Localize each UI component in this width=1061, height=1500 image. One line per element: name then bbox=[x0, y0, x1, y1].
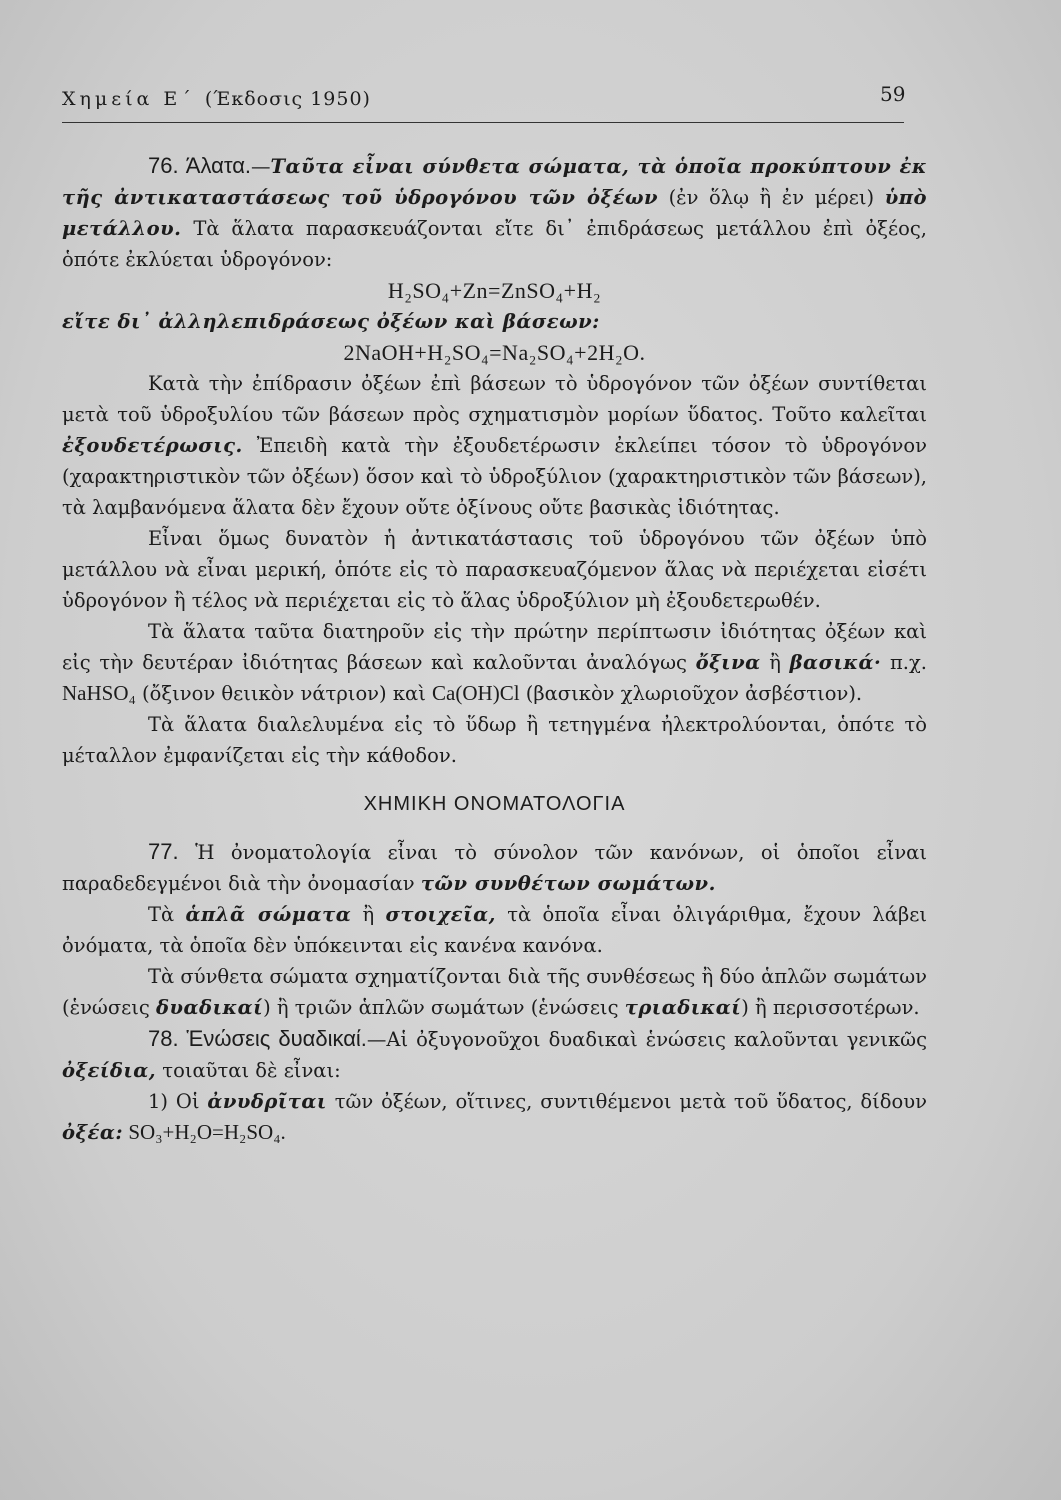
text-run: Αἱ ὀξυγονοῦχοι δυαδικαὶ ἑνώσεις καλοῦνται γενικῶς bbox=[386, 1028, 927, 1051]
electrolysis-paragraph: Τὰ ἅλατα διαλελυμένα εἰς τὸ ὕδωρ ἢ τετηγμένα ἠλεκτρολύονται, ὁπότε τὸ μέταλλον ἐμφανίζεται εἰς τὴν κάθοδον. bbox=[62, 713, 927, 767]
definition-italic: Ταῦτα εἶναι σύνθετα σώματα, τὰ ὁποῖα προκύπτουν ἐκ τῆς ἀντικαταστάσεως τοῦ ὑδρογόνου τῶν ὀξέων bbox=[62, 155, 927, 209]
text-run: Τὰ bbox=[148, 903, 186, 926]
compounds-paragraph bbox=[62, 961, 927, 1023]
text-run: ἢ bbox=[760, 651, 790, 674]
text-run: Ἡ ὀνοματολογία εἶναι τὸ σύνολον τῶν κανόνων, οἱ ὁποῖοι εἶναι παραδεδεγμένοι διὰ τὴν ὀνομασίαν bbox=[62, 841, 927, 895]
section-number: 77. bbox=[148, 839, 179, 864]
section-77-intro bbox=[62, 836, 927, 899]
definition-mid: (ἐν ὅλῳ ἢ ἐν μέρει) bbox=[658, 186, 885, 209]
definition-rest: Τὰ ἅλατα παρασκευάζονται εἴτε δι᾽ ἐπιδράσεως μετάλλου ἐπὶ ὀξέος, ὁπότε ἐκλύεται ὑδρογόνον: bbox=[62, 217, 927, 271]
formula-so3: SO₃+H₂O=H₂SO₄. bbox=[123, 1120, 286, 1144]
section-number: 78. bbox=[148, 1026, 179, 1051]
section-title: Άλατα. bbox=[185, 153, 252, 178]
anhydrides-paragraph bbox=[62, 1086, 927, 1148]
term-simple-bodies: ἁπλᾶ σώματα bbox=[185, 903, 352, 926]
text-run: τοιαῦται δὲ εἶναι: bbox=[156, 1059, 341, 1082]
term-anhydrides: ἀνυδρῖται bbox=[207, 1090, 327, 1113]
edition-note: (Έκδοσις 1950) bbox=[204, 88, 371, 110]
text-run: (ὄξινον θειικὸν νάτριον) καὶ bbox=[135, 682, 433, 705]
term-neutralization: ἐξουδετέρωσις. bbox=[62, 434, 243, 457]
text-run: Τὰ σύνθετα σώματα σχηματίζονται διὰ τῆς συνθέσεως ἢ δύο ἁπλῶν σωμάτων (ἑνώσεις bbox=[62, 965, 927, 1019]
dash: — bbox=[251, 155, 271, 178]
partial-substitution-paragraph: Εἶναι ὅμως δυνατὸν ἡ ἀντικατάστασις τοῦ ὑδρογόνου τῶν ὀξέων ὑπὸ μετάλλου νὰ εἶναι μερική, ὁπότε εἰς τὸ παρασκευαζόμενον ἅλας νὰ περιέχεται εἰσέτι ὑδρογόνον ἢ τέλος νὰ περιέχεται εἰς τὸ ἅλας ὑδροξύλιον μὴ ἐξουδετερωθέν. bbox=[62, 527, 927, 612]
either-italic: εἴτε δι᾽ ἀλληλεπιδράσεως ὀξέων καὶ βάσεων: bbox=[62, 310, 600, 333]
neutralization-paragraph bbox=[62, 368, 927, 523]
term-acids: ὀξέα: bbox=[62, 1121, 124, 1144]
term-elements: στοιχεῖα, bbox=[385, 903, 496, 926]
running-header bbox=[62, 88, 901, 110]
section-78-intro bbox=[62, 1023, 927, 1086]
text-run: Ἐπειδὴ κατὰ τὴν ἐξουδετέρωσιν ἐκλείπει τόσον τὸ ὑδρογόνον (χαρακτηριστικὸν τῶν ὀξέων) ὅσον καὶ τὸ ὑδροξύλιον (χαρακτηριστικὸν τῶν βάσεων), τὰ λαμβανόμενα ἅλατα δὲν ἔχουν οὔτε ὀξίνους οὔτε βασικὰς ἰδιότητας. bbox=[62, 434, 927, 519]
term-oxides: ὀξείδια, bbox=[62, 1059, 157, 1082]
text-run: ἢ bbox=[351, 903, 386, 926]
text-run: 1) Οἱ bbox=[148, 1090, 208, 1113]
term-binary: δυαδικαί bbox=[156, 996, 264, 1019]
term-basic: βασικά· bbox=[789, 651, 882, 674]
text-run: (βασικὸν χλωριοῦχον ἀσβέστιον). bbox=[519, 682, 863, 705]
formula-caohcl: Ca(OH)Cl bbox=[432, 681, 520, 705]
text-run: ) ἢ τριῶν ἁπλῶν σωμάτων (ἑνώσεις bbox=[263, 996, 625, 1019]
formula-2: 2NaOH+H₂SO₄=Na₂SO₄+2H₂O. bbox=[343, 340, 646, 365]
page-number: 59 bbox=[880, 82, 906, 106]
either-line bbox=[62, 306, 927, 337]
section-76-intro bbox=[62, 150, 927, 275]
text-run: ) ἢ περισσοτέρων. bbox=[741, 996, 920, 1019]
header-rule bbox=[62, 122, 904, 123]
acid-basic-salts-paragraph bbox=[62, 616, 927, 709]
chapter-heading: ΧΗΜΙΚΗ ΟΝΟΜΑΤΟΛΟΓΙΑ bbox=[363, 793, 626, 815]
text-run: π.χ. bbox=[881, 651, 927, 674]
text-run: Κατὰ τὴν ἐπίδρασιν ὀξέων ἐπὶ βάσεων τὸ ὑδρογόνον τῶν ὀξέων συντίθεται μετὰ τοῦ ὑδροξυλίου τῶν βάσεων πρὸς σχηματισμὸν μορίων ὕδατος. Τοῦτο καλεῖται bbox=[62, 372, 927, 426]
page-body bbox=[62, 150, 927, 1148]
running-title: Χημεία Ε΄ bbox=[62, 88, 195, 110]
dash: — bbox=[366, 1028, 387, 1051]
elements-paragraph bbox=[62, 899, 927, 961]
section-number: 76. bbox=[148, 153, 179, 178]
formula-1: H₂SO₄+Zn=ZnSO₄+H₂ bbox=[387, 278, 602, 303]
definition-italic-2: ὑπὸ μετάλλου. bbox=[62, 186, 927, 240]
text-run: τῶν ὀξέων, οἵτινες, συντιθέμενοι μετὰ τοῦ ὕδατος, δίδουν bbox=[326, 1090, 927, 1113]
text-run: τὰ ὁποῖα εἶναι ὀλιγάριθμα, ἔχουν λάβει ὀνόματα, τὰ ὁποῖα δὲν ὑπόκεινται εἰς κανένα κανόνα. bbox=[62, 903, 927, 957]
term-ternary: τριαδικαί bbox=[624, 996, 742, 1019]
section-title: Ἑνώσεις δυαδικαί. bbox=[178, 1026, 367, 1051]
text-run: Τὰ ἅλατα ταῦτα διατηροῦν εἰς τὴν πρώτην περίπτωσιν ἰδιότητας ὀξέων καὶ εἰς τὴν δευτέραν ἰδιότητας βάσεων καὶ καλοῦνται ἀναλόγως bbox=[62, 620, 927, 674]
term-acidic: ὄξινα bbox=[695, 651, 761, 674]
formula-nahso4: NaHSO₄ bbox=[62, 681, 136, 705]
term-compounds: τῶν συνθέτων σωμάτων. bbox=[420, 872, 716, 895]
